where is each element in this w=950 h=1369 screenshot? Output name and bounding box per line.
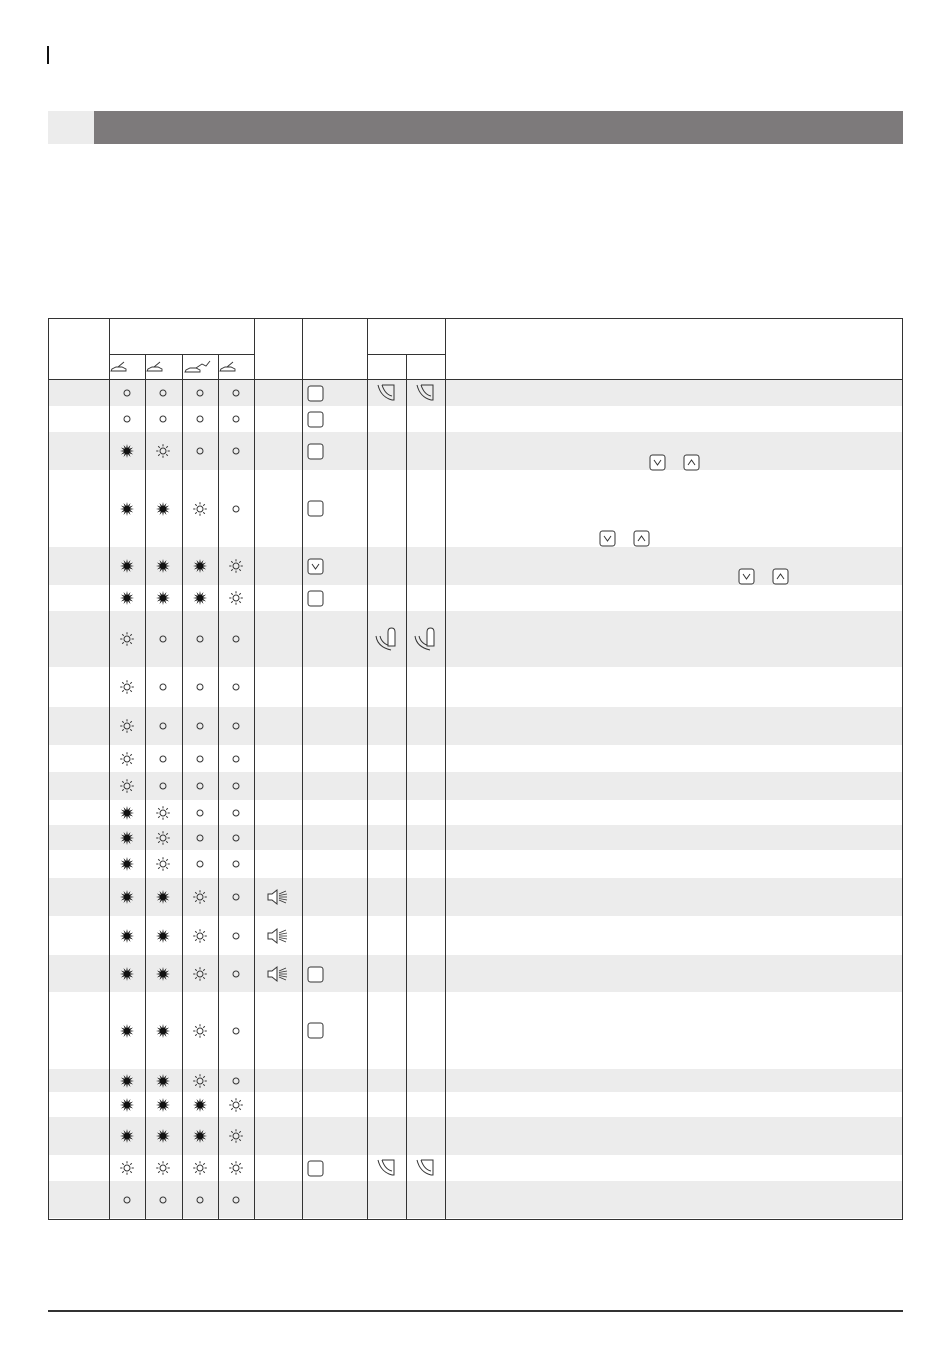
lamp-off-icon <box>191 717 209 735</box>
cable-u-icon <box>374 626 398 652</box>
table-row <box>49 1069 902 1092</box>
lamp-on-icon <box>227 557 245 575</box>
lamp-off-icon <box>227 1191 245 1209</box>
lamp-flashing-icon <box>118 829 136 847</box>
lamp-flashing-icon <box>191 589 209 607</box>
speaker-icon <box>266 965 290 983</box>
row-divider <box>49 379 902 380</box>
table-row <box>49 1155 902 1181</box>
lamp-off-icon <box>227 965 245 983</box>
lamp-on-icon <box>227 1127 245 1145</box>
lamp-flashing-icon <box>118 888 136 906</box>
lamp-off-icon <box>191 804 209 822</box>
lamp-off-icon <box>227 804 245 822</box>
lamp-off-icon <box>154 384 172 402</box>
lamp-on-icon <box>154 1159 172 1177</box>
lamp-on-icon <box>154 855 172 873</box>
lamp-flashing-icon <box>118 804 136 822</box>
lamp-off-icon <box>227 1072 245 1090</box>
lamp-on-icon <box>227 1159 245 1177</box>
lamp-flashing-icon <box>118 500 136 518</box>
speaker-icon <box>266 888 290 906</box>
column-divider <box>302 319 303 1219</box>
lamp-flashing-icon <box>118 1127 136 1145</box>
lamp-off-icon <box>227 384 245 402</box>
table-row <box>49 878 902 916</box>
table-row <box>49 470 902 547</box>
section-tab <box>48 111 94 144</box>
lamp-off-icon <box>227 442 245 460</box>
table-row <box>49 1117 902 1155</box>
lamp-flashing-icon <box>118 1022 136 1040</box>
lamp-off-icon <box>118 384 136 402</box>
page-edge-mark <box>47 46 49 64</box>
down-key-icon <box>599 530 616 547</box>
lamp-off-icon <box>227 630 245 648</box>
lamp-off-icon <box>227 1022 245 1040</box>
lamp-on-icon <box>118 630 136 648</box>
table-row <box>49 380 902 406</box>
up-key-icon <box>633 530 650 547</box>
lamp-flashing-icon <box>154 589 172 607</box>
blank-key-icon <box>307 1160 324 1177</box>
blank-key-icon <box>307 1022 324 1039</box>
car-side-icon <box>146 360 164 374</box>
lamp-flashing-icon <box>154 1072 172 1090</box>
lamp-off-icon <box>227 829 245 847</box>
lamp-off-icon <box>118 1191 136 1209</box>
lamp-on-icon <box>191 888 209 906</box>
footer-rule <box>48 1310 903 1312</box>
lamp-flashing-icon <box>154 888 172 906</box>
lamp-off-icon <box>227 410 245 428</box>
cable-v-icon <box>413 383 437 403</box>
cable-v-icon <box>374 1158 398 1178</box>
lamp-flashing-icon <box>118 965 136 983</box>
lamp-off-icon <box>154 750 172 768</box>
lamp-off-icon <box>191 777 209 795</box>
lamp-on-icon <box>118 750 136 768</box>
lamp-on-icon <box>191 1072 209 1090</box>
car-side-icon <box>219 360 237 374</box>
table-header <box>49 319 902 380</box>
cable-v-icon <box>413 1158 437 1178</box>
column-divider <box>182 354 183 1219</box>
column-divider <box>109 319 110 1219</box>
speaker-icon <box>266 927 290 945</box>
blank-key-icon <box>307 966 324 983</box>
table-row <box>49 585 902 611</box>
lamp-off-icon <box>154 717 172 735</box>
blank-key-icon <box>307 411 324 428</box>
lamp-off-icon <box>227 927 245 945</box>
car-side-icon <box>110 360 128 374</box>
column-divider <box>367 319 368 1219</box>
lamp-flashing-icon <box>154 1127 172 1145</box>
table-row <box>49 850 902 878</box>
lamp-off-icon <box>227 888 245 906</box>
lamp-off-icon <box>154 630 172 648</box>
lamp-on-icon <box>154 442 172 460</box>
lamp-on-icon <box>227 1096 245 1114</box>
lamp-off-icon <box>227 500 245 518</box>
up-key-icon <box>772 568 789 585</box>
lamp-flashing-icon <box>118 589 136 607</box>
blank-key-icon <box>307 590 324 607</box>
lamp-on-icon <box>191 1022 209 1040</box>
lamp-off-icon <box>191 855 209 873</box>
down-key-icon <box>738 568 755 585</box>
lamp-on-icon <box>118 717 136 735</box>
lamp-flashing-icon <box>118 1096 136 1114</box>
table-row <box>49 772 902 800</box>
blank-key-icon <box>307 385 324 402</box>
lamp-off-icon <box>191 442 209 460</box>
column-divider <box>218 354 219 1219</box>
lamp-on-icon <box>227 589 245 607</box>
lamp-flashing-icon <box>118 557 136 575</box>
lamp-on-icon <box>154 829 172 847</box>
lamp-flashing-icon <box>154 500 172 518</box>
lamp-off-icon <box>191 630 209 648</box>
lamp-flashing-icon <box>154 965 172 983</box>
lamp-off-icon <box>227 855 245 873</box>
lamp-flashing-icon <box>154 1096 172 1114</box>
lamp-off-icon <box>154 1191 172 1209</box>
lamp-off-icon <box>227 678 245 696</box>
lamp-flashing-icon <box>118 442 136 460</box>
lamp-flashing-icon <box>154 557 172 575</box>
lamp-on-icon <box>118 678 136 696</box>
lamp-off-icon <box>191 750 209 768</box>
table-row <box>49 432 902 470</box>
table-row <box>49 745 902 772</box>
lamp-on-icon <box>118 777 136 795</box>
table-row <box>49 955 902 992</box>
table-row <box>49 825 902 850</box>
down-key-icon <box>307 558 324 575</box>
lamp-flashing-icon <box>191 1096 209 1114</box>
lamp-on-icon <box>191 965 209 983</box>
column-divider <box>254 319 255 1219</box>
table-row <box>49 611 902 667</box>
table-row <box>49 992 902 1069</box>
lamp-off-icon <box>154 410 172 428</box>
row-divider <box>109 354 254 355</box>
lamp-on-icon <box>191 927 209 945</box>
table-row <box>49 707 902 745</box>
lamp-flashing-icon <box>118 1072 136 1090</box>
table-row <box>49 406 902 432</box>
down-key-icon <box>649 454 666 471</box>
lamp-on-icon <box>191 500 209 518</box>
lamp-flashing-icon <box>154 1022 172 1040</box>
table-row <box>49 1092 902 1117</box>
table-row <box>49 547 902 585</box>
lamp-off-icon <box>118 410 136 428</box>
lamp-off-icon <box>191 678 209 696</box>
up-key-icon <box>683 454 700 471</box>
section-header-bar <box>94 111 903 144</box>
lamp-flashing-icon <box>191 1127 209 1145</box>
lamp-off-icon <box>227 777 245 795</box>
status-table <box>48 318 903 1220</box>
lamp-off-icon <box>191 384 209 402</box>
lamp-off-icon <box>191 1191 209 1209</box>
lamp-off-icon <box>154 777 172 795</box>
lamp-on-icon <box>118 1159 136 1177</box>
row-divider <box>367 354 445 355</box>
column-divider <box>445 319 446 1219</box>
lamp-off-icon <box>227 717 245 735</box>
lamp-flashing-icon <box>118 855 136 873</box>
lamp-off-icon <box>191 829 209 847</box>
table-row <box>49 800 902 825</box>
lamp-on-icon <box>191 1159 209 1177</box>
lamp-off-icon <box>227 750 245 768</box>
lamp-off-icon <box>191 410 209 428</box>
table-row <box>49 1181 902 1218</box>
column-divider <box>406 354 407 1219</box>
cable-v-icon <box>374 383 398 403</box>
lamp-off-icon <box>154 678 172 696</box>
table-row <box>49 667 902 707</box>
lamp-on-icon <box>154 804 172 822</box>
cable-u-icon <box>413 626 437 652</box>
lamp-flashing-icon <box>118 927 136 945</box>
blank-key-icon <box>307 443 324 460</box>
table-row <box>49 916 902 955</box>
lamp-flashing-icon <box>191 557 209 575</box>
car-wing-icon <box>184 360 212 374</box>
column-divider <box>145 354 146 1219</box>
lamp-flashing-icon <box>154 927 172 945</box>
blank-key-icon <box>307 500 324 517</box>
